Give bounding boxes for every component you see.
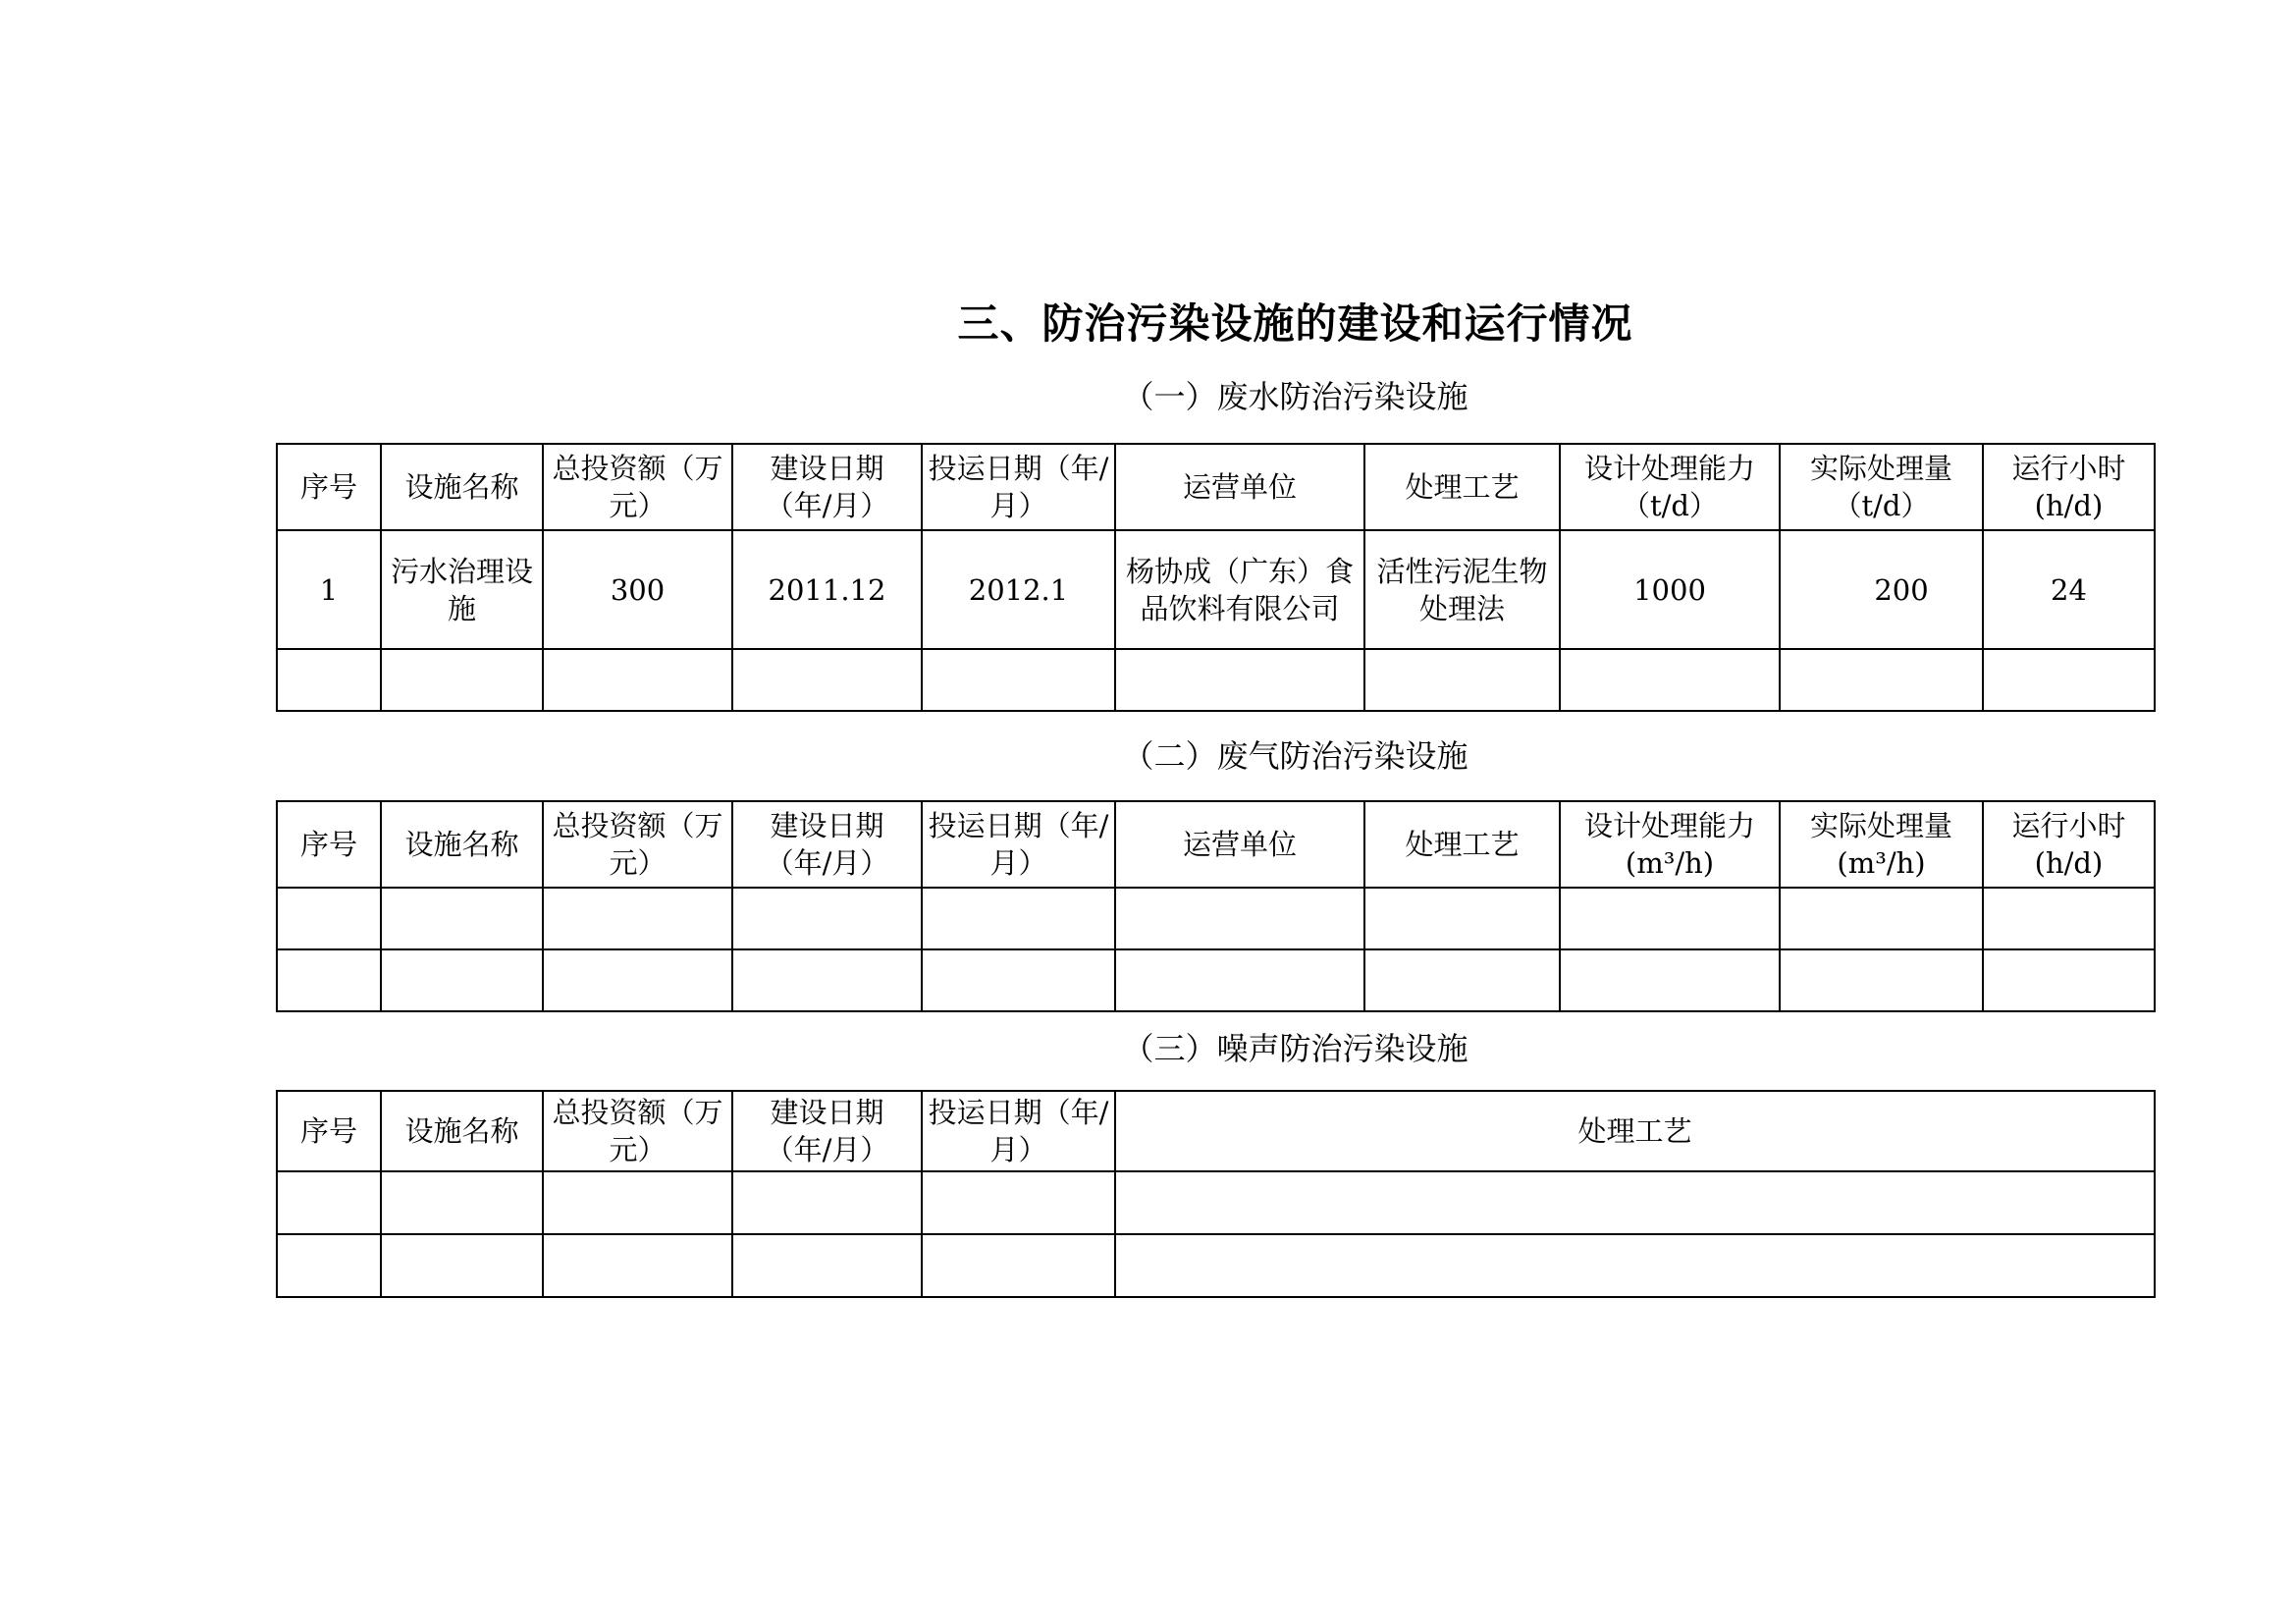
header-process: 处理工艺 [1115,1091,2155,1171]
empty-cell [381,1234,543,1297]
empty-cell [1983,949,2155,1011]
cell-no: 1 [277,530,381,649]
header-operation-date: 投运日期（年/月） [922,801,1115,888]
noise-facility-table [276,1090,2156,1298]
cell-actual-volume: 200 [1780,530,1983,649]
page-title: 三、防治污染设施的建设和运行情况 [957,299,1633,348]
cell-design-capacity: 1000 [1560,530,1780,649]
header-design-capacity [1560,801,1780,888]
header-run-hours: 运行小时(h/d) [1983,801,2155,888]
empty-cell [922,1171,1115,1234]
wastewater-section-title: （一）废水防治污染设施 [1122,378,1468,415]
empty-cell [381,1171,543,1234]
empty-cell [1780,649,1983,711]
header-actual-volume-unit: (m³/h) [1837,846,1926,880]
empty-cell [1115,888,1364,949]
empty-cell [732,888,922,949]
noise-section-title: （三）噪声防治污染设施 [1122,1030,1468,1067]
header-actual-volume [1780,801,1983,888]
empty-cell [543,649,732,711]
header-actual-volume: 实际处理量（t/d） [1780,444,1983,530]
empty-cell [1983,649,2155,711]
empty-cell [732,949,922,1011]
header-investment: 总投资额（万元） [543,444,732,530]
exhaust-section-title: （二）废气防治污染设施 [1122,737,1468,775]
table-header-row [277,1091,2155,1171]
header-actual-volume-label: 实际处理量 [1809,809,1952,842]
header-name: 设施名称 [381,444,543,530]
header-build-date: 建设日期（年/月） [732,444,922,530]
empty-cell [543,1234,732,1297]
table-row [277,888,2155,949]
table-header-row [277,444,2155,530]
empty-cell [1115,1171,2155,1234]
header-operator: 运营单位 [1115,801,1364,888]
empty-cell [543,1171,732,1234]
cell-build-date: 2011.12 [732,530,922,649]
header-investment: 总投资额（万元） [543,1091,732,1171]
empty-cell [1560,649,1780,711]
empty-cell [381,949,543,1011]
cell-name: 污水治理设施 [381,530,543,649]
exhaust-facility-table [276,800,2156,1012]
empty-cell [381,649,543,711]
empty-cell [1364,888,1560,949]
cell-investment: 300 [543,530,732,649]
header-design-capacity: 设计处理能力（t/d） [1560,444,1780,530]
empty-cell [277,1171,381,1234]
cell-operation-date: 2012.1 [922,530,1115,649]
header-operation-date: 投运日期（年/月） [922,444,1115,530]
empty-cell [922,649,1115,711]
header-design-capacity-unit: (m³/h) [1625,846,1715,880]
empty-cell [922,888,1115,949]
empty-cell [277,888,381,949]
header-build-date: 建设日期（年/月） [732,1091,922,1171]
empty-cell [277,949,381,1011]
empty-cell [543,949,732,1011]
empty-cell [732,649,922,711]
empty-cell [1115,1234,2155,1297]
empty-cell [922,949,1115,1011]
table-row [277,530,2155,649]
table-row [277,649,2155,711]
empty-cell [1780,888,1983,949]
header-process: 处理工艺 [1364,444,1560,530]
empty-cell [1560,888,1780,949]
empty-cell [1115,649,1364,711]
empty-cell [1780,949,1983,1011]
header-process: 处理工艺 [1364,801,1560,888]
header-build-date: 建设日期（年/月） [732,801,922,888]
header-investment: 总投资额（万元） [543,801,732,888]
wastewater-facility-table [276,443,2156,712]
empty-cell [732,1234,922,1297]
cell-operator: 杨协成（广东）食品饮料有限公司 [1115,530,1364,649]
header-run-hours: 运行小时(h/d) [1983,444,2155,530]
empty-cell [277,649,381,711]
header-no: 序号 [277,444,381,530]
header-name: 设施名称 [381,801,543,888]
empty-cell [381,888,543,949]
table-row [277,949,2155,1011]
header-no: 序号 [277,801,381,888]
empty-cell [1983,888,2155,949]
table-header-row [277,801,2155,888]
empty-cell [732,1171,922,1234]
header-operator: 运营单位 [1115,444,1364,530]
empty-cell [1115,949,1364,1011]
empty-cell [1364,649,1560,711]
header-no: 序号 [277,1091,381,1171]
empty-cell [922,1234,1115,1297]
empty-cell [277,1234,381,1297]
table-row [277,1171,2155,1234]
cell-process: 活性污泥生物处理法 [1364,530,1560,649]
header-name: 设施名称 [381,1091,543,1171]
header-operation-date: 投运日期（年/月） [922,1091,1115,1171]
table-row [277,1234,2155,1297]
empty-cell [543,888,732,949]
header-design-capacity-label: 设计处理能力 [1583,809,1755,842]
empty-cell [1560,949,1780,1011]
empty-cell [1364,949,1560,1011]
cell-run-hours: 24 [1983,530,2155,649]
